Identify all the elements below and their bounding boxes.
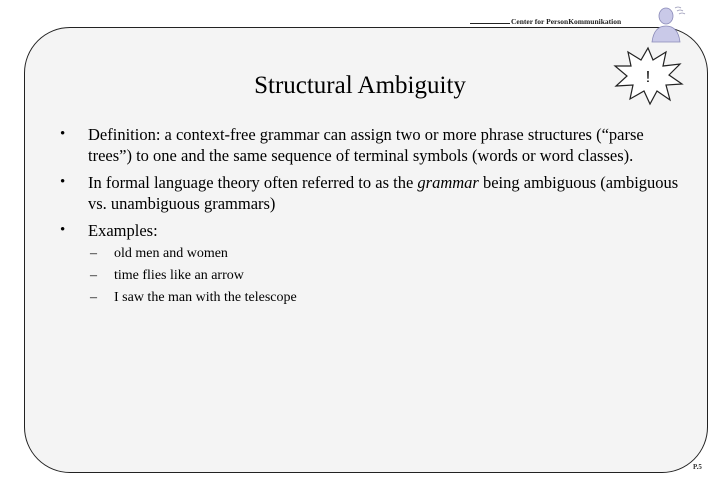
burst-label: ! xyxy=(645,69,651,86)
examples-list xyxy=(88,243,690,309)
bullet-text-before: In formal language theory often referred to as the xyxy=(88,173,418,192)
list-item xyxy=(88,287,690,309)
header-rule xyxy=(470,23,510,24)
bullet-examples xyxy=(60,220,690,309)
dash-mark: – xyxy=(90,246,97,261)
bullet-dot: • xyxy=(60,222,66,238)
slide-body xyxy=(60,124,690,315)
person-logo-icon xyxy=(644,2,692,46)
bullet-text-after: being ambiguous (ambiguous vs. unambiguous grammars) xyxy=(88,173,679,213)
slide-title: Structural Ambiguity xyxy=(254,72,466,99)
list-item xyxy=(88,265,690,287)
example-text: old men and women xyxy=(114,246,228,261)
dash-mark: – xyxy=(90,290,97,305)
center-name: Center for PersonKommunikation xyxy=(511,17,622,26)
list-item xyxy=(88,243,690,265)
example-text: time flies like an arrow xyxy=(114,268,244,283)
bullet-dot: • xyxy=(60,126,66,142)
bullet-text: Definition: a context-free grammar can assign two or more phrase structures (“parse trees”) to one and the same sequence of terminal symbols (words or word classes). xyxy=(88,125,644,165)
dash-mark: – xyxy=(90,268,97,283)
bullet-definition xyxy=(60,124,690,166)
example-text: I saw the man with the telescope xyxy=(114,290,297,305)
bullet-text: Examples: xyxy=(88,221,158,240)
bullet-dot: • xyxy=(60,174,66,190)
page-number: P.5 xyxy=(693,463,702,471)
bullet-emphasis: grammar xyxy=(417,173,479,192)
bullet-formal-language xyxy=(60,172,690,214)
